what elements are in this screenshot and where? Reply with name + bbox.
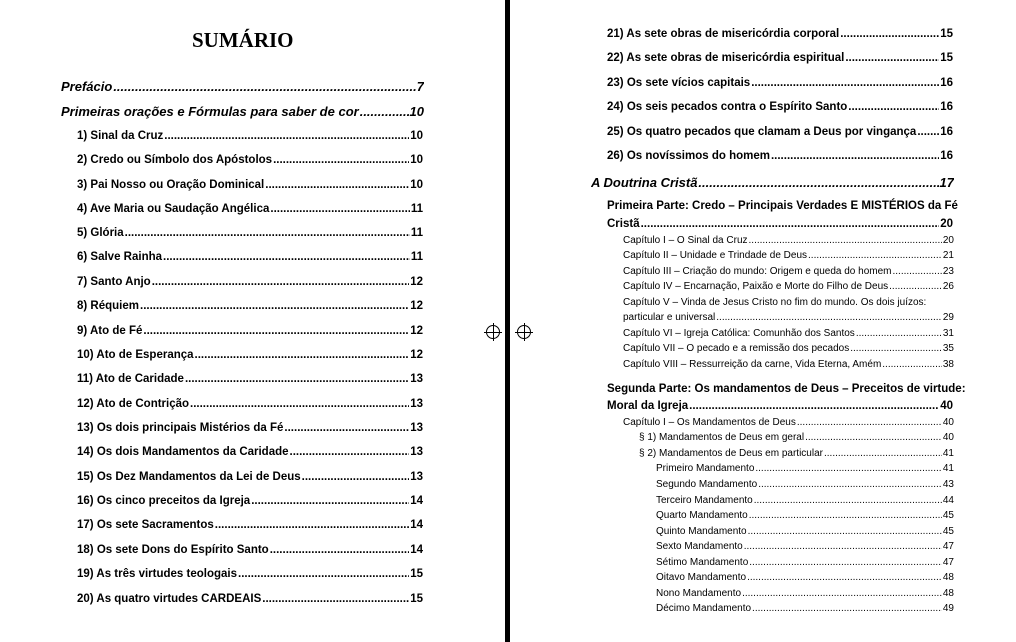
dot-leader: [284, 422, 409, 434]
toc-entry-text: Sexto Mandamento: [656, 541, 743, 552]
dot-leader: [360, 104, 409, 119]
toc-page-number: 31: [942, 328, 954, 339]
toc-entry[interactable]: [639, 432, 954, 443]
toc-page-number: 16: [940, 101, 953, 113]
toc-page-number: 13: [410, 471, 423, 483]
toc-entry[interactable]: [77, 544, 423, 556]
toc-entry-text: 6) Salve Rainha: [77, 251, 163, 263]
toc-page-number: 44: [942, 495, 954, 506]
toc-page-number: 26: [942, 281, 954, 292]
toc-entry-text: 3) Pai Nosso ou Oração Dominical: [77, 179, 265, 191]
toc-entry[interactable]: [656, 588, 954, 599]
toc-entry[interactable]: [77, 179, 423, 191]
toc-entry-text[interactable]: Primeira Parte: Credo – Principais Verdades E MISTÉRIOS da Fé: [607, 200, 958, 212]
toc-entry-text: § 2) Mandamentos de Deus em particular: [639, 448, 823, 459]
toc-page-number: 10: [410, 130, 423, 142]
dot-leader: [848, 101, 939, 113]
toc-entry-text: Capítulo III – Criação do mundo: Origem e queda do homem: [623, 266, 892, 277]
toc-entry-text: 19) As três virtudes teologais: [77, 568, 237, 580]
toc-entry[interactable]: [656, 603, 954, 614]
toc-entry-text: Capítulo I – O Sinal da Cruz: [623, 235, 748, 246]
dot-leader: [143, 325, 409, 337]
toc-entry[interactable]: [77, 130, 423, 142]
toc-entry-text: Capítulo VIII – Ressurreição da carne, Vida Eterna, Amém: [623, 359, 882, 370]
toc-page-number: 43: [942, 479, 954, 490]
toc-entry-text: 22) As sete obras de misericórdia espiritual: [607, 52, 845, 64]
dot-leader: [698, 175, 938, 190]
dot-leader: [805, 432, 942, 443]
toc-page-number: 14: [410, 544, 423, 556]
toc-entry-text: 20) As quatro virtudes CARDEAIS: [77, 593, 262, 605]
toc-entry-text: 25) Os quatro pecados que clamam a Deus por vingança: [607, 126, 917, 138]
dot-leader: [689, 400, 939, 412]
dot-leader: [808, 250, 942, 261]
toc-entry-text: 18) Os sete Dons do Espírito Santo: [77, 544, 269, 556]
dot-leader: [889, 281, 942, 292]
toc-page-number: 15: [410, 593, 423, 605]
toc-page-number: 38: [942, 359, 954, 370]
dot-leader: [755, 463, 942, 474]
toc-page-number: 41: [942, 463, 954, 474]
dot-leader: [238, 568, 409, 580]
dot-leader: [273, 154, 409, 166]
dot-leader: [797, 417, 942, 428]
toc-page-number: 35: [942, 343, 954, 354]
toc-entry-text: 5) Glória: [77, 227, 124, 239]
toc-entry[interactable]: [591, 175, 954, 190]
toc-entry-text: Primeiras orações e Fórmulas para saber de cor: [61, 104, 359, 119]
dot-leader: [850, 343, 942, 354]
dot-leader: [113, 79, 415, 94]
toc-page-number: 47: [942, 557, 954, 568]
toc-entry[interactable]: [623, 417, 954, 428]
dot-leader: [751, 77, 939, 89]
dot-leader: [716, 312, 942, 323]
toc-entry[interactable]: [77, 422, 423, 434]
toc-entry-text: § 1) Mandamentos de Deus em geral: [639, 432, 805, 443]
toc-entry-text: 21) As sete obras de misericórdia corporal: [607, 28, 840, 40]
dot-leader: [270, 203, 409, 215]
toc-entry[interactable]: [623, 250, 954, 261]
toc-page-number: 10: [410, 179, 423, 191]
dot-leader: [215, 519, 409, 531]
toc-entry-text: 24) Os seis pecados contra o Espírito Santo: [607, 101, 848, 113]
toc-entry[interactable]: [623, 281, 954, 292]
toc-page-number: 45: [942, 510, 954, 521]
toc-entry-text: 2) Credo ou Símbolo dos Apóstolos: [77, 154, 273, 166]
toc-entry[interactable]: [607, 126, 953, 138]
toc-entry-text: Nono Mandamento: [656, 588, 742, 599]
crop-target-icon: [486, 325, 500, 339]
dot-leader: [185, 373, 409, 385]
dot-leader: [754, 495, 942, 506]
toc-entry-text: 23) Os sete vícios capitais: [607, 77, 751, 89]
toc-page-number: 15: [410, 568, 423, 580]
toc-entry[interactable]: [623, 266, 954, 277]
toc-entry-text: Capítulo VI – Igreja Católica: Comunhão dos Santos: [623, 328, 855, 339]
toc-page-number: 40: [942, 417, 954, 428]
dot-leader: [641, 218, 940, 230]
toc-entry-text: 9) Ato de Fé: [77, 325, 143, 337]
toc-entry-text: Cristã: [607, 218, 640, 230]
toc-entry[interactable]: [656, 541, 954, 552]
dot-leader: [302, 471, 410, 483]
toc-page-number: 10: [409, 104, 424, 119]
toc-entry-text: 1) Sinal da Cruz: [77, 130, 164, 142]
toc-entry-text: A Doutrina Cristã: [591, 175, 698, 190]
toc-page-number: 21: [942, 250, 954, 261]
toc-page-number: 29: [942, 312, 954, 323]
dot-leader: [262, 593, 409, 605]
toc-entry[interactable]: [656, 510, 954, 521]
toc-entry[interactable]: [77, 398, 423, 410]
left-page: [0, 0, 505, 642]
toc-entry[interactable]: [656, 463, 954, 474]
toc-entry[interactable]: [623, 235, 954, 246]
toc-entry-text: 7) Santo Anjo: [77, 276, 151, 288]
toc-page-number: 40: [942, 432, 954, 443]
dot-leader: [758, 479, 942, 490]
dot-leader: [744, 541, 942, 552]
toc-page-number: 20: [940, 218, 953, 230]
toc-page-number: 13: [410, 422, 423, 434]
toc-entry-text: Capítulo II – Unidade e Trindade de Deus: [623, 250, 808, 261]
dot-leader: [164, 130, 409, 142]
toc-page-number: 16: [940, 77, 953, 89]
toc-entry-text: 14) Os dois Mandamentos da Caridade: [77, 446, 289, 458]
dot-leader: [125, 227, 410, 239]
toc-entry[interactable]: [656, 495, 954, 506]
dot-leader: [152, 276, 410, 288]
toc-page-number: 16: [940, 126, 953, 138]
toc-entry[interactable]: [77, 446, 423, 458]
toc-page-number: 14: [410, 495, 423, 507]
toc-entry[interactable]: [656, 526, 954, 537]
dot-leader: [749, 557, 942, 568]
toc-page-number: 11: [410, 251, 423, 263]
dot-leader: [840, 28, 939, 40]
toc-entry-text: Décimo Mandamento: [656, 603, 752, 614]
toc-entry-text: particular e universal: [623, 312, 716, 323]
toc-page-number: 17: [939, 175, 954, 190]
dot-leader: [917, 126, 939, 138]
toc-entry-text: 13) Os dois principais Mistérios da Fé: [77, 422, 284, 434]
toc-page-number: 12: [410, 300, 423, 312]
toc-entry[interactable]: [607, 28, 953, 40]
dot-leader: [265, 179, 409, 191]
toc-entry[interactable]: [623, 359, 954, 370]
toc-entry-text: 15) Os Dez Mandamentos da Lei de Deus: [77, 471, 301, 483]
toc-entry[interactable]: [656, 557, 954, 568]
crop-target-icon: [517, 325, 531, 339]
toc-entry-text: 17) Os sete Sacramentos: [77, 519, 214, 531]
dot-leader: [190, 398, 409, 410]
toc-page-number: 23: [942, 266, 954, 277]
toc-entry[interactable]: [77, 300, 423, 312]
toc-entry-text[interactable]: Segunda Parte: Os mandamentos de Deus – Preceitos de virtude:: [607, 383, 966, 395]
toc-page-number: 20: [942, 235, 954, 246]
toc-entry[interactable]: [656, 572, 954, 583]
dot-leader: [195, 349, 410, 361]
dot-leader: [771, 150, 939, 162]
dot-leader: [892, 266, 941, 277]
page-divider: [505, 0, 510, 642]
toc-page-number: 47: [942, 541, 954, 552]
toc-page-number: 16: [940, 150, 953, 162]
toc-entry[interactable]: [607, 218, 953, 230]
toc-entry-text: Capítulo IV – Encarnação, Paixão e Morte do Filho de Deus: [623, 281, 889, 292]
toc-entry[interactable]: [607, 77, 953, 89]
dot-leader: [856, 328, 942, 339]
toc-entry-text: Segundo Mandamento: [656, 479, 758, 490]
toc-entry[interactable]: [77, 154, 423, 166]
dot-leader: [290, 446, 410, 458]
page-title: SUMÁRIO: [192, 28, 294, 52]
toc-entry[interactable]: [77, 251, 423, 263]
dot-leader: [742, 588, 942, 599]
toc-page-number: 12: [410, 349, 423, 361]
right-page: [511, 0, 1016, 642]
toc-entry[interactable]: [77, 519, 423, 531]
toc-entry-text: 11) Ato de Caridade: [77, 373, 184, 385]
toc-entry[interactable]: [656, 479, 954, 490]
toc-entry[interactable]: [607, 52, 953, 64]
toc-page-number: 40: [940, 400, 953, 412]
dot-leader: [251, 495, 409, 507]
toc-entry-text: Quarto Mandamento: [656, 510, 748, 521]
toc-page-number: 48: [942, 572, 954, 583]
dot-leader: [752, 603, 942, 614]
toc-entry[interactable]: [77, 349, 423, 361]
toc-entry-text: 10) Ato de Esperança: [77, 349, 194, 361]
toc-entry[interactable]: [623, 312, 954, 323]
toc-entry-text: 26) Os novíssimos do homem: [607, 150, 770, 162]
toc-entry[interactable]: [77, 495, 423, 507]
dot-leader: [748, 526, 942, 537]
toc-page-number: 15: [940, 28, 953, 40]
toc-entry-text: Prefácio: [61, 79, 113, 94]
toc-page-number: 14: [410, 519, 423, 531]
toc-entry[interactable]: [607, 400, 953, 412]
toc-entry[interactable]: [77, 373, 423, 385]
dot-leader: [749, 235, 942, 246]
toc-entry-text: 4) Ave Maria ou Saudação Angélica: [77, 203, 270, 215]
dot-leader: [270, 544, 409, 556]
toc-page-number: 41: [942, 448, 954, 459]
toc-page-number: 49: [942, 603, 954, 614]
toc-entry[interactable]: [607, 101, 953, 113]
toc-entry[interactable]: [77, 276, 423, 288]
toc-entry-text: 12) Ato de Contrição: [77, 398, 190, 410]
toc-page-number: 10: [410, 154, 423, 166]
toc-page-number: 13: [410, 446, 423, 458]
dot-leader: [749, 510, 942, 521]
toc-entry-text[interactable]: Capítulo V – Vinda de Jesus Cristo no fim do mundo. Os dois juízos:: [623, 297, 927, 308]
toc-page-number: 11: [410, 203, 423, 215]
toc-entry[interactable]: [61, 104, 424, 119]
toc-entry-text: Quinto Mandamento: [656, 526, 747, 537]
toc-entry[interactable]: [623, 343, 954, 354]
toc-entry-text: Primeiro Mandamento: [656, 463, 755, 474]
toc-page-number: 12: [410, 325, 423, 337]
toc-entry-text: Terceiro Mandamento: [656, 495, 753, 506]
toc-page-number: 15: [940, 52, 953, 64]
toc-entry[interactable]: [77, 325, 423, 337]
toc-page-number: 11: [410, 227, 423, 239]
toc-entry-text: Capítulo I – Os Mandamentos de Deus: [623, 417, 796, 428]
toc-entry[interactable]: [77, 227, 423, 239]
toc-page-number: 12: [410, 276, 423, 288]
toc-entry[interactable]: [77, 203, 423, 215]
toc-entry[interactable]: [639, 448, 954, 459]
toc-entry[interactable]: [607, 150, 953, 162]
toc-page-number: 7: [416, 79, 424, 94]
toc-entry-text: Oitavo Mandamento: [656, 572, 747, 583]
toc-entry-text: 16) Os cinco preceitos da Igreja: [77, 495, 251, 507]
toc-entry[interactable]: [77, 471, 423, 483]
toc-page-number: 48: [942, 588, 954, 599]
toc-page-number: 45: [942, 526, 954, 537]
toc-entry-text: Moral da Igreja: [607, 400, 689, 412]
toc-page-number: 13: [410, 398, 423, 410]
toc-entry-text: 8) Réquiem: [77, 300, 139, 312]
toc-entry-text: Capítulo VII – O pecado e a remissão dos pecados: [623, 343, 850, 354]
dot-leader: [163, 251, 410, 263]
toc-entry-text: Sétimo Mandamento: [656, 557, 749, 568]
toc-entry[interactable]: [77, 593, 423, 605]
dot-leader: [882, 359, 942, 370]
toc-page-number: 13: [410, 373, 423, 385]
dot-leader: [824, 448, 942, 459]
toc-entry[interactable]: [77, 568, 423, 580]
dot-leader: [140, 300, 409, 312]
dot-leader: [845, 52, 939, 64]
dot-leader: [747, 572, 942, 583]
toc-entry[interactable]: [61, 79, 424, 94]
toc-entry[interactable]: [623, 328, 954, 339]
